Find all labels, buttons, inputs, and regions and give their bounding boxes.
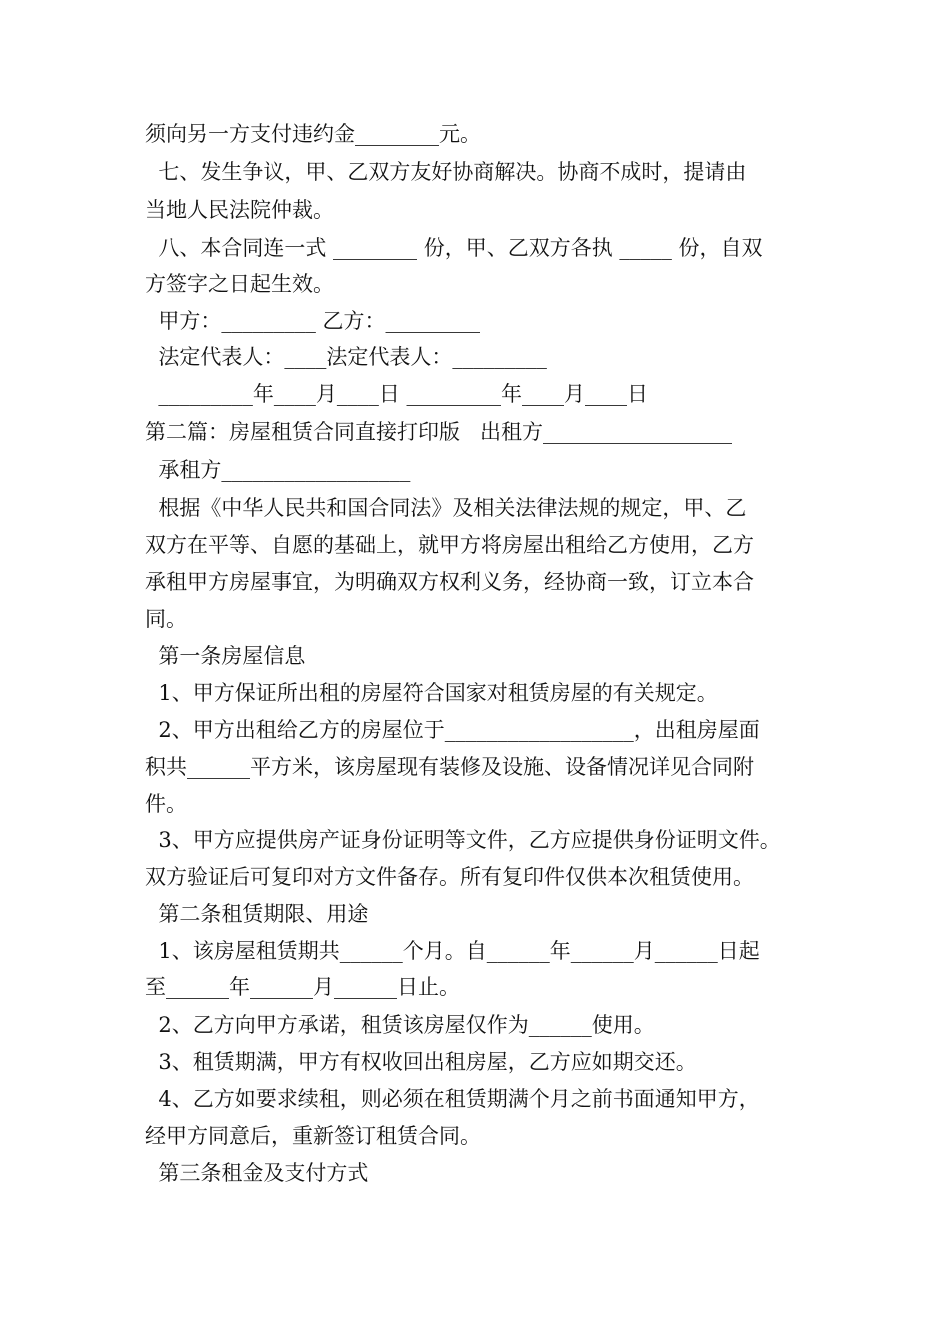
text-line: 3、甲方应提供房产证身份证明等文件，乙方应提供身份证明文件。 [145, 828, 781, 852]
text-line: 同。 [145, 607, 187, 631]
text-line: 八、本合同连一式 ________ 份，甲、乙双方各执 _____ 份，自双 [145, 236, 763, 260]
section-heading: 第二篇：房屋租赁合同直接打印版 出租方__________________ [145, 420, 733, 444]
article-heading: 第二条租赁期限、用途 [145, 902, 369, 926]
text-line: 积共______平方米，该房屋现有装修及设施、设备情况详见合同附 [145, 755, 754, 779]
article-heading: 第一条房屋信息 [145, 644, 306, 668]
text-line: 承租方__________________ [145, 458, 411, 482]
text-line: 须向另一方支付违约金________元。 [145, 122, 481, 146]
text-line: 方签字之日起生效。 [145, 272, 334, 296]
text-line: 2、乙方向甲方承诺，租赁该房屋仅作为______使用。 [145, 1013, 655, 1037]
text-line: 当地人民法院仲裁。 [145, 198, 334, 222]
text-line: 双方验证后可复印对方文件备存。所有复印件仅供本次租赁使用。 [145, 865, 754, 889]
text-line: 1、甲方保证所出租的房屋符合国家对租赁房屋的有关规定。 [145, 681, 718, 705]
text-line: 4、乙方如要求续租，则必须在租赁期满个月之前书面通知甲方， [145, 1087, 760, 1111]
text-line: _________年____月____日 _________年____月____日 [145, 382, 649, 406]
text-line: 2、甲方出租给乙方的房屋位于__________________，出租房屋面 [145, 718, 760, 742]
text-line: 双方在平等、自愿的基础上，就甲方将房屋出租给乙方使用，乙方 [145, 533, 754, 557]
text-line: 根据《中华人民共和国合同法》及相关法律法规的规定，甲、乙 [145, 496, 747, 520]
text-line: 经甲方同意后，重新签订租赁合同。 [145, 1124, 481, 1148]
text-line: 七、发生争议，甲、乙双方友好协商解决。协商不成时，提请由 [145, 160, 747, 184]
text-line: 1、该房屋租赁期共______个月。自______年______月______日起 [145, 939, 760, 963]
text-line: 件。 [145, 792, 187, 816]
text-line: 承租甲方房屋事宜，为明确双方权利义务，经协商一致，订立本合 [145, 570, 754, 594]
article-heading: 第三条租金及支付方式 [145, 1161, 369, 1185]
text-line: 至______年______月______日止。 [145, 975, 460, 999]
text-line: 甲方：_________ 乙方：_________ [145, 309, 481, 333]
text-line: 3、租赁期满，甲方有权收回出租房屋，乙方应如期交还。 [145, 1050, 697, 1074]
text-line: 法定代表人：____法定代表人：_________ [145, 345, 547, 369]
